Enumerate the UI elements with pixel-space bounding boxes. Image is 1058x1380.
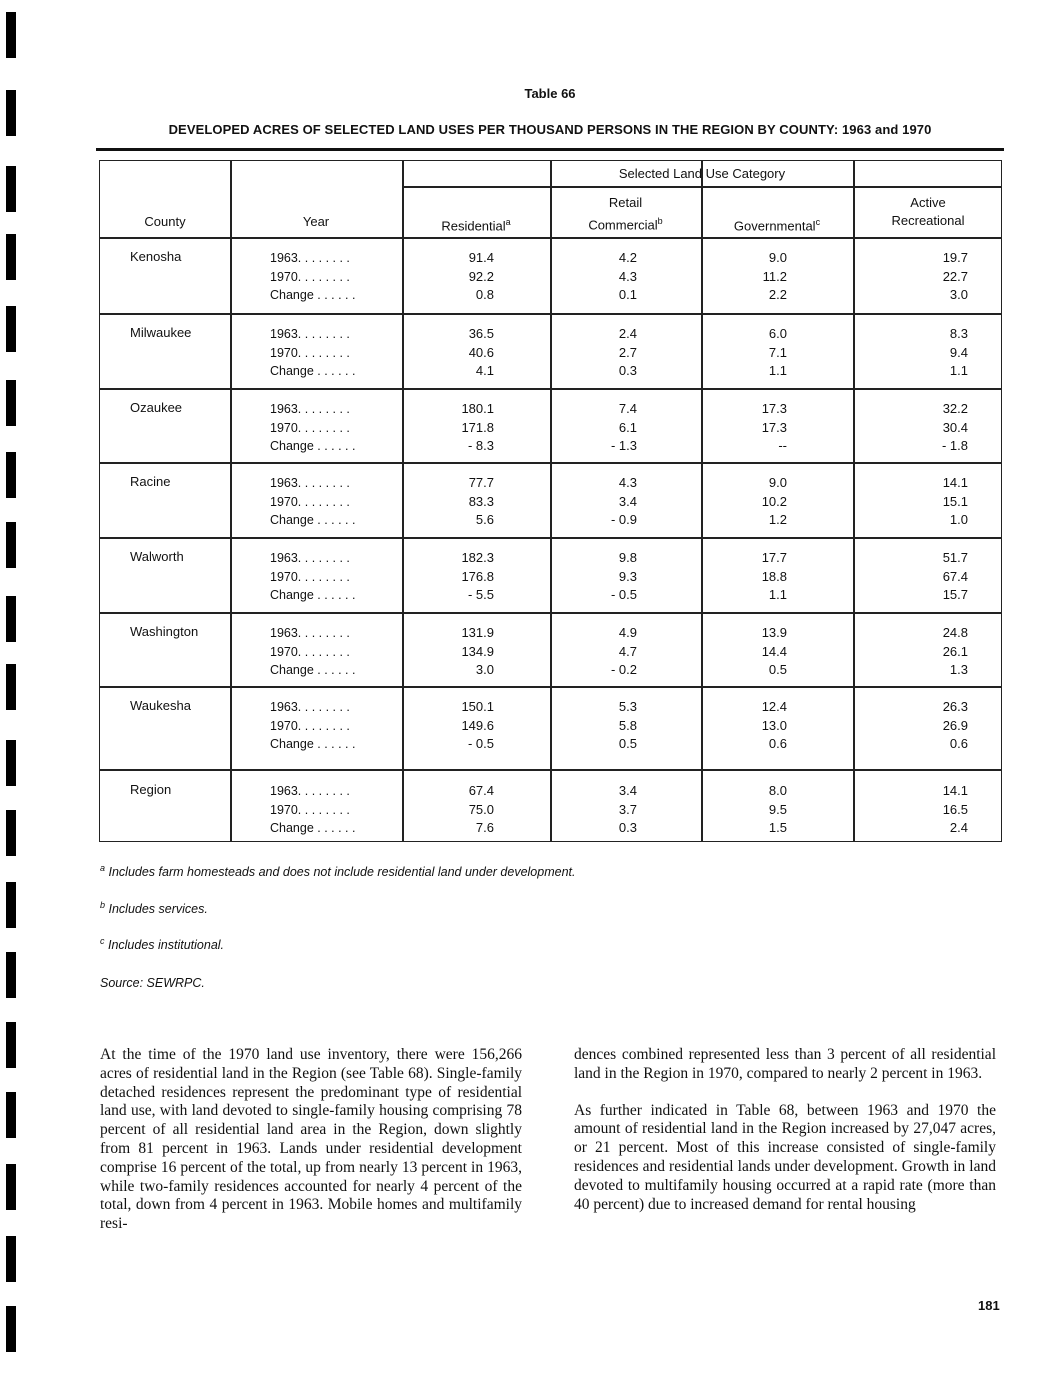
table-cell: 10.2 (761, 493, 787, 509)
table-cell: -- (778, 438, 787, 453)
residential-values (434, 624, 494, 680)
table-cell: 2.7 (618, 344, 637, 360)
retail-values (577, 782, 637, 838)
recreational-values (908, 782, 968, 838)
table-cell: 0.1 (618, 287, 637, 302)
header-category: Selected Land Use Category (618, 166, 786, 181)
table-cell: 17.7 (761, 550, 787, 565)
year-label: Change . . . . . . (270, 513, 356, 527)
year-label: Change . . . . . . (270, 439, 356, 453)
table-cell: - 5.5 (467, 587, 494, 602)
table-cell: 40.6 (468, 344, 494, 360)
table-cell: 18.8 (761, 568, 787, 584)
county-name: Washington (130, 624, 199, 639)
table-cell: 150.1 (461, 699, 494, 714)
year-labels (270, 400, 355, 456)
year-label: 1970. . . . . . . . (270, 802, 350, 817)
retail-values (577, 400, 637, 456)
table-cell: 0.5 (768, 662, 787, 677)
table-cell: 6.1 (618, 419, 637, 435)
table-cell: 3.4 (618, 493, 637, 509)
year-label: 1963. . . . . . . . (270, 626, 350, 640)
county-name: Kenosha (130, 249, 182, 264)
footnote-a: $^a$ Includes farm homesteads and does not include residential land under development. (100, 863, 576, 880)
table-cell: 11.2 (762, 268, 787, 284)
table-cell: 67.4 (942, 568, 968, 584)
table-cell: 77.7 (468, 475, 494, 490)
table-cell: 9.5 (768, 801, 787, 817)
county-name: Milwaukee (130, 325, 192, 340)
table-cell: - 0.2 (610, 662, 637, 677)
residential-values (434, 249, 494, 305)
table-cell: 134.9 (461, 643, 494, 659)
governmental-values (727, 782, 787, 838)
recreational-values (908, 249, 968, 305)
year-labels (270, 624, 355, 680)
table-cell: - 0.9 (610, 512, 637, 527)
table-cell: 3.0 (949, 287, 968, 302)
residential-values (434, 549, 494, 605)
governmental-values (727, 325, 787, 381)
year-label: 1970. . . . . . . . (270, 718, 350, 733)
body-column-right (574, 1046, 996, 1232)
table-cell: 26.9 (942, 717, 968, 733)
year-label: 1970. . . . . . . . (270, 345, 350, 360)
table-cell: 0.8 (475, 287, 494, 302)
year-label: 1963. . . . . . . . (270, 476, 350, 490)
residential-values (434, 782, 494, 838)
year-label: 1970. . . . . . . . (270, 644, 350, 659)
governmental-values (727, 549, 787, 605)
governmental-values (727, 400, 787, 456)
year-label: 1970. . . . . . . . (270, 269, 350, 284)
table-cell: 92.2 (468, 268, 494, 284)
year-labels (270, 325, 355, 381)
year-label: 1963. . . . . . . . (270, 551, 350, 565)
table-cell: 14.1 (942, 475, 968, 490)
land-use-table (99, 160, 1002, 842)
retail-values (577, 474, 637, 530)
year-label: 1963. . . . . . . . (270, 327, 350, 341)
header-year: Year (302, 214, 330, 229)
body-paragraph: dences combined represented less than 3 percent of all residential land in the Region in 1970, compared to nearly 2 percent in 1963. (574, 1046, 996, 1082)
table-cell: 9.4 (949, 344, 968, 360)
footnote-b: $^b$ Includes services. (100, 900, 208, 917)
residential-values (434, 698, 494, 754)
table-cell: 1.1 (768, 363, 787, 378)
table-cell: 51.7 (942, 550, 968, 565)
table-cell: 8.0 (768, 783, 787, 798)
table-cell: 9.8 (618, 550, 637, 565)
table-cell: 4.7 (618, 643, 637, 659)
table-cell: - 1.8 (941, 438, 968, 453)
year-label: Change . . . . . . (270, 288, 356, 302)
header-retail-commercial: Retail Commercial$^b$ (588, 195, 663, 233)
year-label: Change . . . . . . (270, 737, 356, 751)
year-label: 1970. . . . . . . . (270, 420, 350, 435)
table-cell: - 0.5 (467, 736, 494, 751)
table-cell: 30.4 (942, 419, 968, 435)
year-labels (270, 782, 355, 838)
year-label: 1963. . . . . . . . (270, 784, 350, 798)
table-cell: 9.0 (768, 475, 787, 490)
recreational-values (908, 325, 968, 381)
county-name: Ozaukee (130, 400, 183, 415)
header-governmental: Governmental$^c$ (733, 217, 821, 234)
year-label: Change . . . . . . (270, 364, 356, 378)
table-cell: 0.3 (618, 820, 637, 835)
table-cell: 3.7 (618, 801, 637, 817)
table-cell: 2.4 (949, 820, 968, 835)
county-name: Walworth (130, 549, 184, 564)
county-name: Waukesha (130, 698, 191, 713)
table-cell: 12.4 (761, 699, 787, 714)
table-cell: 6.0 (768, 326, 787, 341)
table-cell: 17.3 (761, 419, 787, 435)
residential-values (434, 474, 494, 530)
table-cell: 26.3 (942, 699, 968, 714)
table-cell: 32.2 (942, 401, 968, 416)
year-label: 1963. . . . . . . . (270, 251, 350, 265)
table-cell: 15.1 (942, 493, 968, 509)
table-cell: 0.3 (618, 363, 637, 378)
table-cell: 2.2 (768, 287, 787, 302)
table-cell: 4.3 (618, 475, 637, 490)
year-labels (270, 249, 355, 305)
recreational-values (908, 474, 968, 530)
governmental-values (727, 624, 787, 680)
table-cell: 1.0 (949, 512, 968, 527)
table-cell: 4.1 (475, 363, 494, 378)
governmental-values (727, 249, 787, 305)
county-name: Region (130, 782, 172, 797)
table-cell: 1.2 (768, 512, 787, 527)
year-label: 1963. . . . . . . . (270, 402, 350, 416)
year-label: Change . . . . . . (270, 588, 356, 602)
retail-values (577, 549, 637, 605)
body-paragraph: At the time of the 1970 land use inventory, there were 156,266 acres of residential land in the Region (see Table 68). Single-family detached residences represent the predominant type of residential land use, with land devoted to single-family housing comprising 78 percent of all residential land area in the Region, down slightly from 81 percent in 1963. Lands under residential development comprise 16 percent of the total, up from nearly 13 percent in 1963, while two-family residences accounted for nearly 4 percent of the total, down from 4 percent in 1963. Mobile homes and multifamily resi- (100, 1046, 522, 1233)
table-cell: 4.3 (618, 268, 637, 284)
year-label: 1963. . . . . . . . (270, 700, 350, 714)
retail-values (577, 624, 637, 680)
table-cell: 14.1 (942, 783, 968, 798)
retail-values (577, 698, 637, 754)
year-label: 1970. . . . . . . . (270, 494, 350, 509)
header-active-recreational: Active Recreational (891, 195, 965, 228)
table-cell: 0.5 (618, 736, 637, 751)
table-cell: 5.3 (618, 699, 637, 714)
table-cell: - 0.5 (610, 587, 637, 602)
table-cell: 176.8 (461, 568, 494, 584)
recreational-values (908, 624, 968, 680)
table-cell: 131.9 (461, 625, 494, 640)
table-cell: 19.7 (942, 250, 968, 265)
table-cell: 0.6 (768, 736, 787, 751)
table-cell: 13.0 (761, 717, 787, 733)
body-column-left (100, 1046, 522, 1252)
table-cell: 9.0 (768, 250, 787, 265)
table-cell: 149.6 (461, 717, 494, 733)
table-cell: 4.9 (618, 625, 637, 640)
recreational-values (908, 400, 968, 456)
header-county: County (144, 214, 186, 229)
table-cell: 26.1 (942, 643, 968, 659)
page-number: 181 (978, 1298, 1000, 1313)
header-residential: Residential$^a$ (441, 217, 511, 234)
governmental-values (727, 474, 787, 530)
table-cell: 8.3 (949, 326, 968, 341)
year-label: 1970. . . . . . . . (270, 569, 350, 584)
table-cell: 14.4 (761, 643, 787, 659)
source-note: Source: SEWRPC. (100, 976, 205, 990)
table-cell: 3.4 (618, 783, 637, 798)
table-title: DEVELOPED ACRES OF SELECTED LAND USES PER THOUSAND PERSONS IN THE REGION BY COUNTY: 1963 and 1970 (168, 122, 932, 137)
table-cell: 3.0 (475, 662, 494, 677)
table-cell: 24.8 (942, 625, 968, 640)
recreational-values (908, 549, 968, 605)
table-cell: 16.5 (942, 801, 968, 817)
table-cell: 5.8 (618, 717, 637, 733)
retail-values (577, 249, 637, 305)
table-cell: 182.3 (461, 550, 494, 565)
year-label: Change . . . . . . (270, 663, 356, 677)
governmental-values (727, 698, 787, 754)
retail-values (577, 325, 637, 381)
table-cell: 5.6 (475, 512, 494, 527)
table-cell: 1.1 (949, 363, 968, 378)
table-cell: 4.2 (618, 250, 637, 265)
table-cell: 9.3 (618, 568, 637, 584)
table-cell: 7.4 (618, 401, 637, 416)
recreational-values (908, 698, 968, 754)
table-cell: - 1.3 (610, 438, 637, 453)
table-cell: 2.4 (618, 326, 637, 341)
table-cell: 1.3 (949, 662, 968, 677)
table-cell: 1.5 (768, 820, 787, 835)
table-cell: 0.6 (949, 736, 968, 751)
year-labels (270, 474, 355, 530)
year-labels (270, 549, 355, 605)
table-cell: 36.5 (468, 326, 494, 341)
residential-values (434, 325, 494, 381)
footnote-c: $^c$ Includes institutional. (100, 936, 225, 953)
binding-edge-marks (6, 0, 20, 1380)
table-cell: 13.9 (761, 625, 787, 640)
table-cell: 67.4 (468, 783, 494, 798)
county-name: Racine (130, 474, 171, 489)
table-cell: 22.7 (942, 268, 968, 284)
table-cell: 171.8 (461, 419, 494, 435)
table-number: Table 66 (524, 86, 576, 101)
body-paragraph: As further indicated in Table 68, between 1963 and 1970 the amount of residential land in the Region increased by 27,047 acres, or 21 percent. Most of this increase consisted of single-family residences and residential lands under development. Growth in land devoted to multifamily housing occurred at a rapid rate (more than 40 percent) due to increased demand for rental housing (574, 1101, 996, 1213)
year-labels (270, 698, 355, 754)
table-cell: 180.1 (461, 401, 494, 416)
year-label: Change . . . . . . (270, 821, 356, 835)
table-cell: 7.1 (768, 344, 787, 360)
table-cell: 17.3 (761, 401, 787, 416)
table-cell: 75.0 (468, 801, 494, 817)
table-cell: 83.3 (468, 493, 494, 509)
title-rule (96, 148, 1004, 151)
table-cell: 1.1 (768, 587, 787, 602)
table-cell: 91.4 (468, 250, 494, 265)
residential-values (434, 400, 494, 456)
table-cell: 7.6 (475, 820, 494, 835)
table-cell: 15.7 (942, 587, 968, 602)
table-cell: - 8.3 (467, 438, 494, 453)
